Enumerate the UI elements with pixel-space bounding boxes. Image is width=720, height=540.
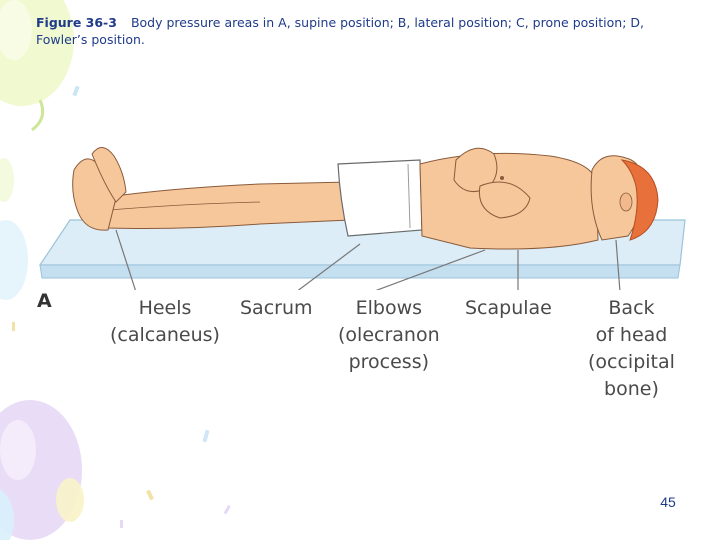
label-elbows: Elbows (olecranon process) (338, 297, 440, 373)
page-number: 45 (660, 494, 676, 510)
torso (420, 148, 598, 249)
caption-text-line1: Body pressure areas in A, supine position; B, lateral position; C, prone position; D, (130, 15, 644, 30)
label-sacrum: Sacrum (240, 297, 313, 319)
caption-text-line2: Fowler’s position. (36, 32, 145, 47)
label-back-of-head: Back of head (occipital bone) (588, 297, 675, 400)
figure-number: Figure 36-3 (36, 15, 117, 30)
figure-caption (36, 14, 676, 48)
legs (100, 182, 350, 229)
label-scapulae: Scapulae (465, 297, 552, 319)
balloon-left-mid (0, 158, 28, 300)
shorts (338, 160, 422, 236)
panel-letter: A (37, 290, 52, 312)
label-heels: Heels (calcaneus) (110, 297, 220, 346)
balloon-bottom-left (0, 400, 84, 540)
head (591, 156, 658, 240)
supine-figure-illustration (30, 140, 690, 290)
